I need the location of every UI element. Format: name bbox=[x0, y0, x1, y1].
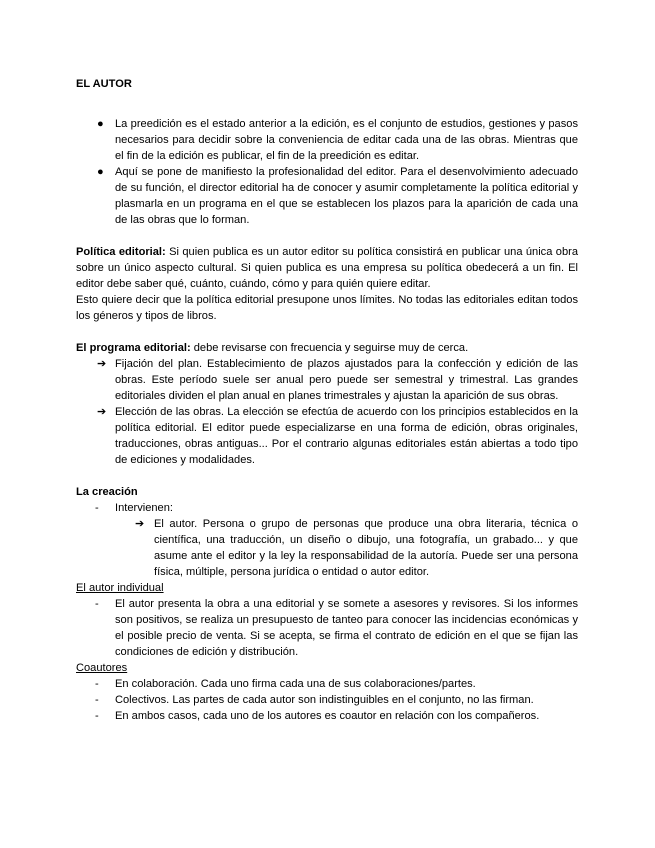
programa-label: El programa editorial: bbox=[76, 342, 191, 354]
autor-individual-heading: El autor individual bbox=[76, 582, 164, 594]
list-item: - Colectivos. Las partes de cada autor son indistinguibles en el conjunto, no las firman. bbox=[95, 694, 534, 706]
preedicion-list bbox=[76, 116, 578, 228]
coautores-heading: Coautores bbox=[76, 662, 128, 674]
dash-icon: - bbox=[95, 502, 99, 514]
arrow-icon: ➔ bbox=[97, 406, 107, 418]
politica-label: Política editorial: bbox=[76, 246, 166, 258]
list-item: ➔ Fijación del plan. Establecimiento de plazos ajustados para la confección y edición de las obras. Este período suele ser anual pero puede ser semestral y trimestral. Las grandes editoriales dividen el plan anual en planes trimestrales y ajustan la aparición de sus obras. bbox=[97, 358, 578, 402]
programa-paragraph: El programa editorial: debe revisarse con frecuencia y seguirse muy de cerca. bbox=[76, 342, 469, 354]
bullet-icon: ● bbox=[97, 118, 104, 130]
creacion-list bbox=[76, 500, 578, 516]
arrow-icon: ➔ bbox=[97, 358, 107, 370]
list-item: - En colaboración. Cada uno firma cada una de sus colaboraciones/partes. bbox=[95, 678, 476, 690]
coautores-list bbox=[76, 676, 578, 724]
page-title: EL AUTOR bbox=[76, 78, 132, 90]
document-page bbox=[76, 76, 578, 724]
dash-icon: - bbox=[95, 678, 99, 690]
creacion-sublist bbox=[76, 516, 578, 580]
creacion-heading: La creación bbox=[76, 486, 138, 498]
programa-list bbox=[76, 356, 578, 468]
politica-paragraph-2: Esto quiere decir que la política editorial presupone unos límites. No todas las editoriales editan todos los géneros y tipos de libros. bbox=[76, 294, 578, 322]
dash-icon: - bbox=[95, 694, 99, 706]
autor-individual-list bbox=[76, 596, 578, 660]
politica-paragraph: Política editorial: Si quien publica es un autor editor su política consistirá en publicar una única obra sobre un único aspecto cultural. Si quien publica es una empresa su política obedecerá a un fin. El editor debe saber qué, cuánto, cuándo, cómo y para quién quiere editar. bbox=[76, 246, 578, 290]
dash-icon: - bbox=[95, 710, 99, 722]
list-item: - El autor presenta la obra a una editorial y se somete a asesores y revisores. Si los informes son positivos, se realiza un presupuesto de tanteo para conocer las incidencias económicas y el posible precio de venta. Si se acepta, se firma el contrato de edición en el que se fijan las condiciones de edición y distribución. bbox=[95, 598, 578, 658]
dash-icon: - bbox=[95, 598, 99, 610]
list-item: ● La preedición es el estado anterior a la edición, es el conjunto de estudios, gestiones y pasos necesarios para decidir sobre la conveniencia de editar cada una de las obras. Mientras que el fin de la edición es publicar, el fin de la preedición es editar. bbox=[97, 118, 578, 162]
list-item: ➔ El autor. Persona o grupo de personas que produce una obra literaria, técnica o científica, una traducción, un diseño o dibujo, una fotografía, un grabado... y que asume ante el editor y la ley la responsabilidad de la autoría. Puede ser una persona física, múltiple, persona jurídica o entidad o autor editor. bbox=[135, 518, 578, 578]
arrow-icon: ➔ bbox=[135, 518, 145, 530]
list-item: ➔ Elección de las obras. La elección se efectúa de acuerdo con los principios establecidos en la política editorial. El editor puede especializarse en una forma de edición, obras originales, traducciones, obras antiguas... Por el contrario algunas editoriales están abiertas a todo tipo de ediciones y modalidades. bbox=[97, 406, 578, 466]
bullet-icon: ● bbox=[97, 166, 104, 178]
list-item: - En ambos casos, cada uno de los autores es coautor en relación con los compañeros. bbox=[95, 710, 540, 722]
list-item: ● Aquí se pone de manifiesto la profesionalidad del editor. Para el desenvolvimiento adecuado de su función, el director editorial ha de conocer y asumir completamente la política editorial y plasmarla en un programa en el que se establecen los plazos para la aparición de cada una de las obras que lo forman. bbox=[97, 166, 578, 226]
list-item: - Intervienen: bbox=[95, 502, 173, 514]
